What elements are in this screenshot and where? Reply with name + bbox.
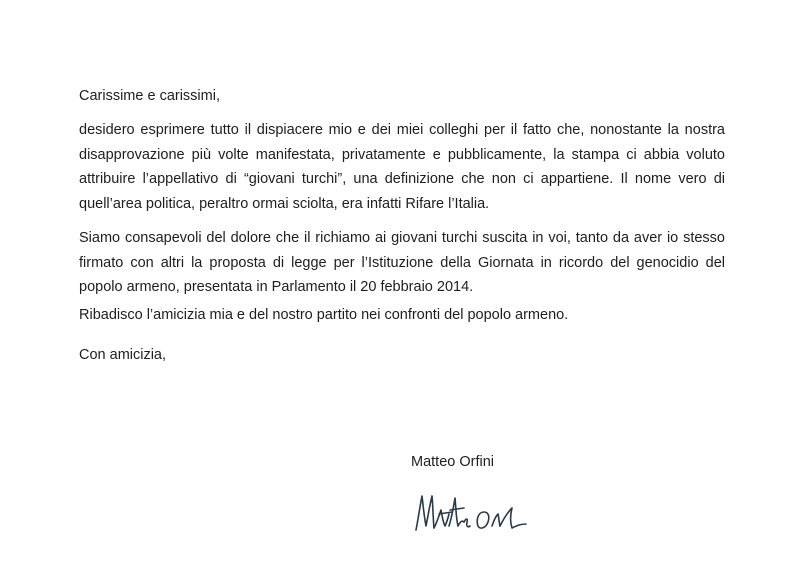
signer-name: Matteo Orfini bbox=[411, 454, 494, 470]
paragraph-3: Ribadisco l’amicizia mia e del nostro partito nei confronti del popolo armeno. bbox=[79, 307, 569, 323]
closing: Con amicizia, bbox=[79, 347, 167, 363]
paragraph-1: desidero esprimere tutto il dispiacere mio e dei miei colleghi per il fatto che, nonostante la nostra disapprovazione più volte manifestata, privatamente e pubblicamente, la stampa ci abbia voluto attribuire l’appellativo di “giovani turchi”, una definizione che non ci appartiene. Il nome vero di quell’area politica, peraltro ormai sciolta, era infatti Rifare l’Italia. bbox=[79, 122, 725, 212]
paragraph-2: Siamo consapevoli del dolore che il richiamo ai giovani turchi suscita in voi, tanto da aver io stesso firmato con altri la proposta di legge per l’Istituzione della Giornata in ricordo del genocidio del popolo armeno, presentata in Parlamento il 20 febbraio 2014. bbox=[79, 230, 725, 296]
handwritten-signature bbox=[412, 486, 532, 538]
letter bbox=[79, 0, 725, 576]
salutation: Carissime e carissimi, bbox=[79, 88, 220, 104]
